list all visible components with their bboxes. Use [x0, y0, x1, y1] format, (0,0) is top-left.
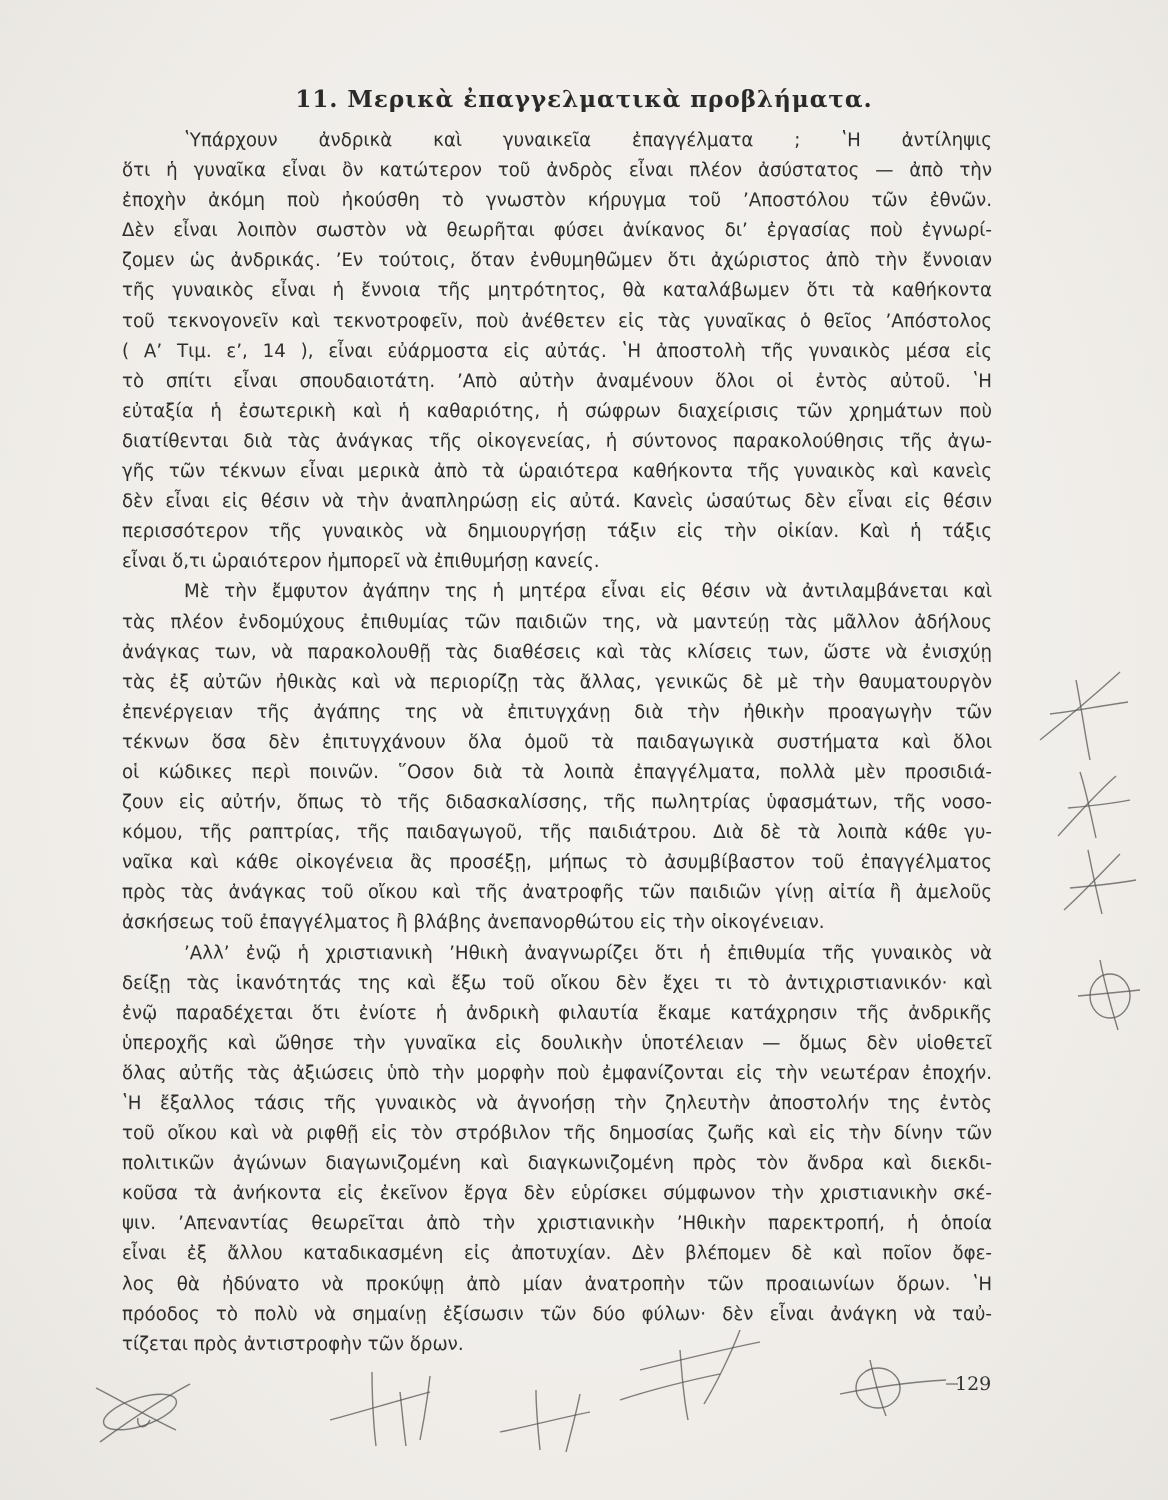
- document-body: [122, 126, 992, 1360]
- text-line: εἶναι ὅ,τι ὡραιότερον ἠμπορεῖ νὰ ἐπιθυμήσῃ κανείς.: [122, 551, 600, 573]
- text-line: δὲν εἶναι εἰς θέσιν νὰ τὴν ἀναπληρώσῃ εἰς αὐτά. Κανεὶς ὡσαύτως δὲν εἶναι εἰς θέσιν: [122, 491, 992, 513]
- text-line: ’Αλλ’ ἐνῷ ἡ χριστιανικὴ ’Ηθικὴ ἀναγνωρίζει ὅτι ἡ ἐπιθυμία τῆς γυναικὸς νὰ: [184, 942, 992, 964]
- bottom-cross-mark: [330, 1372, 430, 1446]
- text-line: οἱ κώδικες περὶ ποινῶν. ῞Οσον διὰ τὰ λοιπὰ ἐπαγγέλματα, πολλὰ μὲν προσιδιά-: [122, 761, 992, 783]
- text-line: ὅτι ἡ γυναῖκα εἶναι ὂν κατώτερον τοῦ ἀνδρὸς εἶναι πλέον ἀσύστατος — ἀπὸ τὴν: [122, 160, 992, 182]
- paragraph-2: [122, 577, 992, 938]
- text-line: τοῦ οἴκου καὶ νὰ ριφθῇ εἰς τὸν στρόβιλον τῆς δημοσίας ζωῆς καὶ εἰς τὴν δίνην τῶν: [122, 1123, 992, 1145]
- text-line: ζομεν ὡς ἀνδρικάς. ’Εν τούτοις, ὅταν ἐνθυμηθῶμεν ὅτι ἀχώριστος ἀπὸ τὴν ἔννοιαν: [122, 250, 992, 272]
- text-line: περισσότερον τῆς γυναικὸς νὰ δημιουργήσῃ τάξιν εἰς τὴν οἰκίαν. Καὶ ἡ τάξις: [122, 521, 992, 543]
- text-line: κόμου, τῆς ραπτρίας, τῆς παιδαγωγοῦ, τῆς παιδιάτρου. Διὰ δὲ τὰ λοιπὰ κάθε γυ-: [122, 822, 992, 844]
- text-line: τὰς πλέον ἐνδομύχους ἐπιθυμίας τῶν παιδιῶν της, νὰ μαντεύῃ τὰς μᾶλλον ἀδήλους: [122, 611, 992, 633]
- text-line: ψιν. ’Απεναντίας θεωρεῖται ἀπὸ τὴν χριστιανικὴν ’Ηθικὴν παρεκτροπή, ἡ ὁποία: [122, 1213, 992, 1235]
- text-line: τὸ σπίτι εἶναι σπουδαιοτάτη. ’Απὸ αὐτὴν ἀναμένουν ὅλοι οἱ ἐντὸς αὐτοῦ. ʽΗ: [122, 370, 992, 392]
- text-line: Μὲ τὴν ἔμφυτον ἀγάπην της ἡ μητέρα εἶναι εἰς θέσιν νὰ ἀντιλαμβάνεται καὶ: [184, 581, 992, 603]
- margin-cross-mark: [1064, 850, 1136, 914]
- text-line: ἀνάγκας των, νὰ παρακολουθῇ τὰς διαθέσεις καὶ τὰς κλίσεις των, ὥστε νὰ ἐνισχύῃ: [122, 641, 992, 663]
- text-line: ἀσκήσεως τοῦ ἐπαγγέλματος ἢ βλάβης ἀνεπανορθώτου εἰς τὴν οἰκογένειαν.: [122, 912, 825, 934]
- text-line: ἐπενέργειαν τῆς ἀγάπης της νὰ ἐπιτυγχάνῃ διὰ τὴν ἠθικὴν προαγωγὴν τῶν: [122, 701, 992, 723]
- bottom-circle-mark: [96, 1384, 190, 1442]
- margin-cross-mark: [1058, 772, 1130, 838]
- paragraph-1: [122, 126, 992, 577]
- text-line: εἶναι ἐξ ἄλλου καταδικασμένη εἰς ἀποτυχίαν. Δὲν βλέπομεν δὲ καὶ ποῖον ὄφε-: [122, 1243, 992, 1265]
- text-line: δείξῃ τὰς ἱκανότητάς της καὶ ἔξω τοῦ οἴκου δὲν ἔχει τι τὸ ἀντιχριστιανικόν· καὶ: [122, 972, 992, 994]
- text-line: Δὲν εἶναι λοιπὸν σωστὸν νὰ θεωρῆται φύσει ἀνίκανος δι’ ἐργασίας ποὺ ἐγνωρί-: [122, 220, 992, 242]
- text-line: ἐνῷ παραδέχεται ὅτι ἐνίοτε ἡ ἀνδρικὴ φιλαυτία ἔκαμε κατάχρησιν τῆς ἀνδρικῆς: [122, 1002, 992, 1024]
- text-line: πρόοδος τὸ πολὺ νὰ σημαίνῃ ἐξίσωσιν τῶν δύο φύλων· δὲν εἶναι ἀνάγκη νὰ ταὐ-: [122, 1303, 992, 1325]
- text-line: ναῖκα καὶ κάθε οἰκογένεια ἂς προσέξῃ, μήπως τὸ ἀσυμβίβαστον τοῦ ἐπαγγέλματος: [122, 852, 992, 874]
- text-line: πολιτικῶν ἀγώνων διαγωνιζομένη καὶ διαγκωνιζομένη πρὸς τὸν ἄνδρα καὶ διεκδι-: [122, 1153, 992, 1175]
- text-line: ( Α’ Τιμ. ε’, 14 ), εἶναι εὐάρμοστα εἰς αὐτάς. ʽΗ ἀποστολὴ τῆς γυναικὸς μέσα εἰς: [122, 340, 992, 362]
- text-line: τῆς γυναικὸς εἶναι ἡ ἔννοια τῆς μητρότητος, θὰ καταλάβωμεν ὅτι τὰ καθήκοντα: [122, 280, 992, 302]
- page-number: 129: [955, 1373, 992, 1395]
- text-line: πρὸς τὰς ἀνάγκας τοῦ οἴκου καὶ τῆς ἀνατροφῆς τῶν παιδιῶν γίνῃ αἰτία ἢ ἀμελοῦς: [122, 882, 992, 904]
- text-line: κοῦσα τὰ ἀνήκοντα εἰς ἐκεῖνον ἔργα δὲν εὑρίσκει σύμφωνον τὴν χριστιανικὴν σκέ-: [122, 1183, 992, 1205]
- text-line: τὰς ἐξ αὐτῶν ἠθικὰς καὶ νὰ περιορίζῃ τὰς ἄλλας, γενικῶς δὲ μὲ τὴν θαυματουργὸν: [122, 671, 992, 693]
- text-line: ζουν εἰς αὐτήν, ὅπως τὸ τῆς διδασκαλίσσης, τῆς πωλητρίας ὑφασμάτων, τῆς νοσο-: [122, 792, 992, 814]
- text-line: ʽΥπάρχουν ἀνδρικὰ καὶ γυναικεῖα ἐπαγγέλματα ; ʽΗ ἀντίληψις: [184, 130, 992, 151]
- text-line: γῆς τῶν τέκνων εἶναι μερικὰ ἀπὸ τὰ ὡραιότερα καθήκοντα τῆς γυναικὸς καὶ κανεὶς: [122, 461, 992, 483]
- margin-cross-mark: [1040, 672, 1128, 760]
- text-line: τοῦ τεκνογονεῖν καὶ τεκνοτροφεῖν, ποὺ ἀνέθετεν εἰς τὰς γυναῖκας ὁ θεῖος ’Απόστολος: [122, 310, 992, 332]
- text-line: ἐποχὴν ἀκόμη ποὺ ἠκούσθη τὸ γνωστὸν κήρυγμα τοῦ ’Αποστόλου τῶν ἐθνῶν.: [122, 190, 992, 212]
- margin-circle-mark: [1078, 960, 1140, 1030]
- text-line: ʽΗ ἔξαλλος τάσις τῆς γυναικὸς νὰ ἀγνοήσῃ τὴν ζηλευτὴν ἀποστολήν της ἐντὸς: [122, 1093, 992, 1114]
- text-line: εὐταξία ἡ ἐσωτερικὴ καὶ ἡ καθαριότης, ἡ σώφρων διαχείρισις τῶν χρημάτων ποὺ: [122, 400, 992, 422]
- page-title: 11. Μερικὰ ἐπαγγελματικὰ προβλήματα.: [295, 86, 873, 113]
- bottom-cross-mark: [500, 1390, 590, 1452]
- text-line: ὑπεροχῆς καὶ ὤθησε τὴν γυναῖκα εἰς δουλικὴν ὑποτέλειαν — ὅμως δὲν υἱοθετεῖ: [122, 1032, 992, 1054]
- bottom-circle-mark: [840, 1360, 946, 1416]
- text-line: τέκνων ὅσα δὲν ἐπιτυγχάνουν ὅλα ὁμοῦ τὰ παιδαγωγικὰ συστήματα καὶ ὅλοι: [122, 731, 992, 753]
- paragraph-3: [122, 939, 992, 1360]
- text-line: διατίθενται διὰ τὰς ἀνάγκας τῆς οἰκογενείας, ἡ σύντονος παρακολούθησις τῆς ἀγω-: [122, 430, 992, 452]
- text-line: λος θὰ ἠδύνατο νὰ προκύψῃ ἀπὸ μίαν ἀνατροπὴν τῶν προαιωνίων ὅρων. ʽΗ: [122, 1273, 992, 1295]
- text-line: τίζεται πρὸς ἀντιστροφὴν τῶν ὅρων.: [122, 1333, 464, 1355]
- text-line: ὅλας αὐτῆς τὰς ἀξιώσεις ὑπὸ τὴν μορφὴν ποὺ ἐμφανίζονται εἰς τὴν νεωτέραν ἐποχήν.: [122, 1062, 992, 1084]
